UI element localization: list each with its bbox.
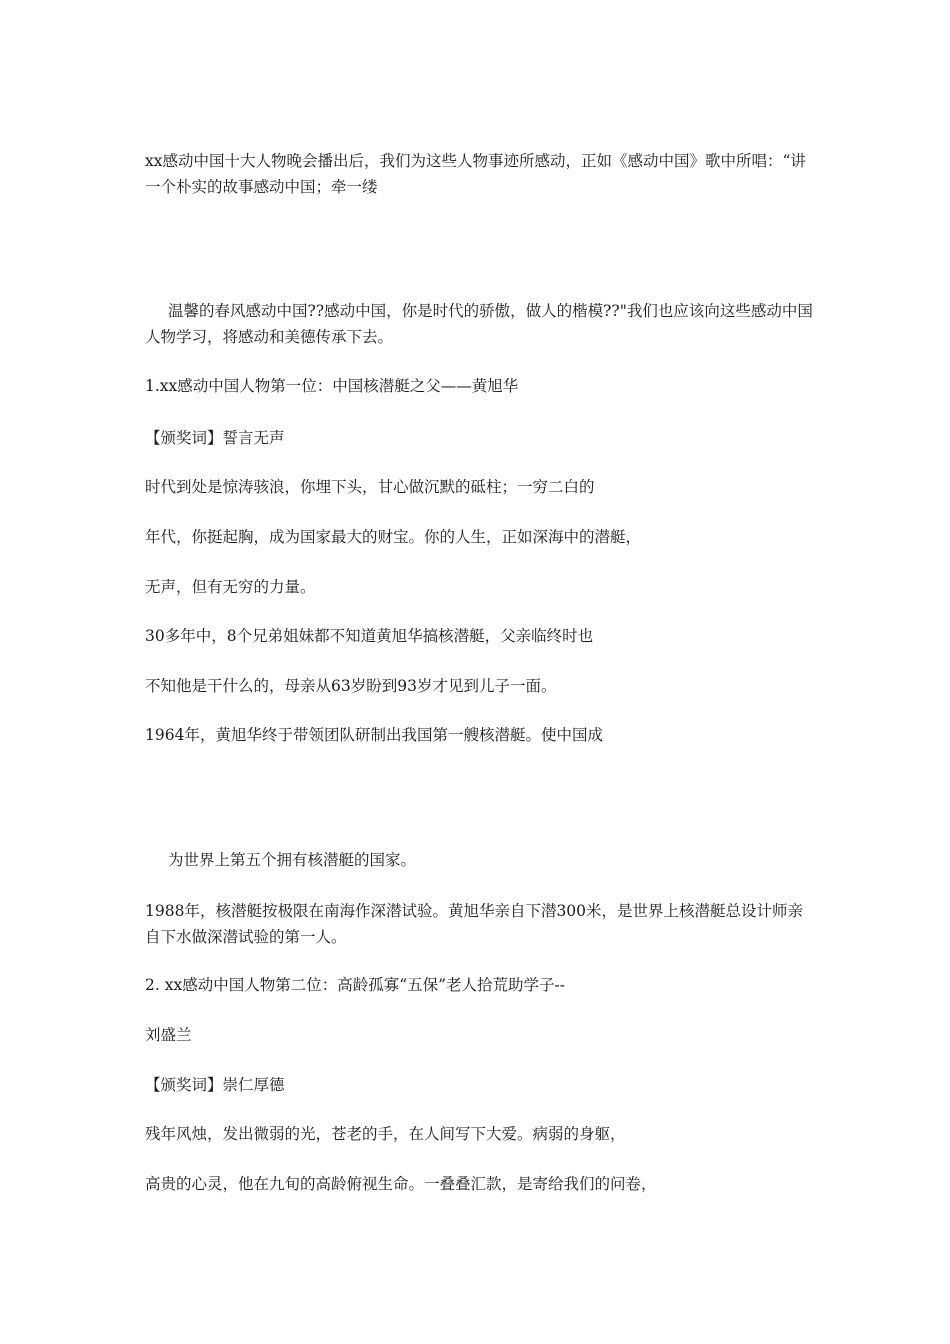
intro-paragraph: xx感动中国十大人物晚会播出后，我们为这些人物事迹所感动，正如《感动中国》歌中所唱：“讲一个朴实的故事感动中国；牵一缕 [145,152,806,196]
story-line-3: 1964年，黄旭华终于带领团队研制出我国第一艘核潜艇。使中国成 [145,726,603,744]
story-line-1: 30多年中，8个兄弟姐妹都不知道黄旭华搞核潜艇，父亲临终时也 [145,627,594,645]
story-paragraph-1988: 1988年，核潜艇按极限在南海作深潜试验。黄旭华亲自下潜300米，是世界上核潜艇总设计师亲自下水做深潜试验的第一人。 [145,902,804,946]
citation-line-3: 无声，但有无穷的力量。 [145,578,316,596]
intro-continuation-paragraph: 温馨的春风感动中国??感动中国，你是时代的骄傲，做人的楷模??"我们也应该向这些感动中国人物学习，将感动和美德传承下去。 [145,302,813,346]
award-citation-heading-1: 【颁奖词】誓言无声 [145,429,285,447]
citation2-line-2: 高贵的心灵，他在九旬的高龄俯视生命。一叠叠汇款，是寄给我们的问卷， [145,1175,657,1193]
story-line-2: 不知他是干什么的，母亲从63岁盼到93岁才见到儿子一面。 [145,677,557,695]
citation-line-1: 时代到处是惊涛骇浪，你埋下头，甘心做沉默的砥柱；一穷二白的 [145,478,595,496]
story-line-4: 为世界上第五个拥有核潜艇的国家。 [168,851,417,869]
citation2-line-1: 残年风烛，发出微弱的光，苍老的手，在人间写下大爱。病弱的身躯， [145,1125,626,1143]
section-heading-1: 1.xx感动中国人物第一位：中国核潜艇之父——黄旭华 [145,377,519,395]
section-heading-2: 2. xx感动中国人物第二位：高龄孤寡“五保”老人拾荒助学子-- [145,976,566,994]
section-heading-2-name: 刘盛兰 [145,1026,192,1044]
award-citation-heading-2: 【颁奖词】崇仁厚德 [145,1076,285,1094]
citation-line-2: 年代，你挺起胸，成为国家最大的财宝。你的人生，正如深海中的潜艇， [145,528,642,546]
